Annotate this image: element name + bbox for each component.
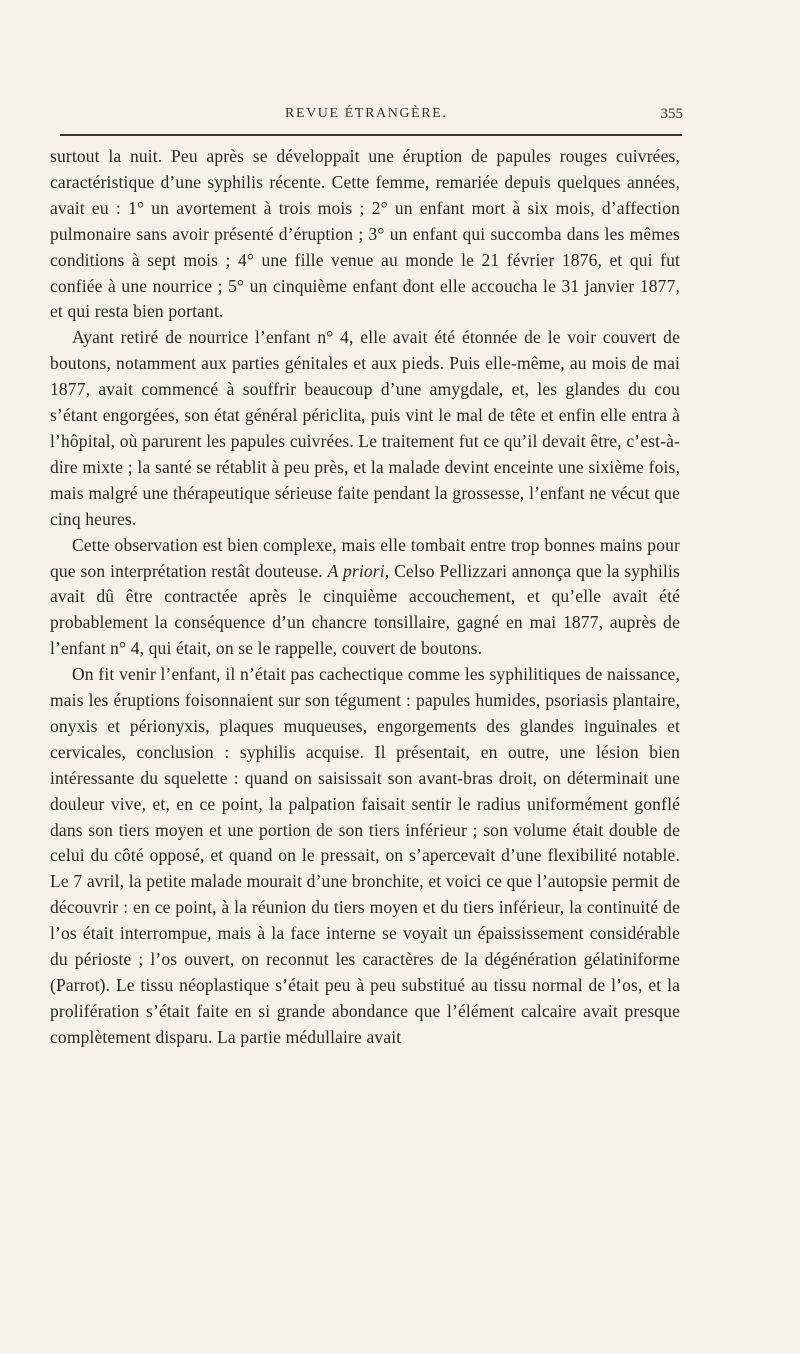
paragraph-3 [50,533,680,663]
paragraph-1: surtout la nuit. Peu après se développait une éruption de papules rouges cuivrées, caractéristique d’une syphilis récente. Cette femme, remariée depuis quelques années, avait eu : 1° un avortement à trois mois ; 2° un enfant mort à six mois, d’affection pulmonaire sans avoir présenté d’éruption ; 3° un enfant qui succomba dans les mêmes conditions à sept mois ; 4° une fille venue au monde le 21 février 1876, et qui fut confiée à une nourrice ; 5° un cinquième enfant dont elle accoucha le 31 janvier 1877, et qui resta bien portant. [50,146,680,322]
paragraph-4: On fit venir l’enfant, il n’était pas cachectique comme les syphilitiques de naissance, mais les éruptions foisonnaient sur son tégument : papules humides, psoriasis plantaire, onyxis et périonyxis, plaques muqueuses, engorgements des glandes inguinales et cervicales, conclusion : syphilis acquise. Il présentait, en outre, une lésion bien intéressante du squelette : quand on saisissait son avant-bras droit, on déterminait une douleur vive, et, en ce point, la palpation faisait sentir le radius uniformément gonflé dans son tiers moyen et une portion de son tiers inférieur ; son volume était double de celui du côté opposé, et quand on le pressait, on s’apercevait d’une flexibilité notable. Le 7 avril, la petite malade mourait d’une bronchite, et voici ce que l’autopsie permit de découvrir : en ce point, à la réunion du tiers moyen et du tiers inférieur, la continuité de l’os était interrompue, mais à la face interne se voyait un épaississement considérable du périoste ; l’os ouvert, on reconnut les caractères de la dégénération gélatiniforme (Parrot). Le tissu néoplastique s’était peu à peu substitué au tissu normal de l’os, et la prolifération s’était faite en si grande abondance que l’élément calcaire avait presque complètement disparu. La partie médullaire avait [50,664,680,1047]
paragraph-3-text-b: Celso Pellizzari annonça que la syphilis avait dû être contractée après le cinquième accouchement, et qu’elle avait été probablement la conséquence d’un chancre tonsillaire, gagné en mai 1877, auprès de l’enfant n° 4, qui était, on se le rappelle, couvert de boutons. [50,560,680,659]
running-head: REVUE ÉTRANGÈRE. [285,106,448,121]
paragraph-3-text-a: Cette observation est bien complexe, mais elle tombait entre trop bonnes mains pour que son interprétation restât douteuse. [50,534,680,581]
body-text [50,144,680,1051]
paragraph-3-italic: A priori, [327,560,390,581]
header-rule [60,134,682,136]
page-number: 355 [660,106,683,122]
paragraph-2: Ayant retiré de nourrice l’enfant n° 4, elle avait été étonnée de le voir couvert de boutons, notamment aux parties génitales et aux pieds. Puis elle-même, au mois de mai 1877, avait commencé à souffrir beaucoup d’une amygdale, et, les glandes du cou s’étant engorgées, son état général périclita, puis vint le mal de tête et enfin elle entra à l’hôpital, où parurent les papules cuivrées. Le traitement fut ce qu’il devait être, c’est-à-dire mixte ; la santé se rétablit à peu près, et la malade devint enceinte une sixième fois, mais malgré une thérapeutique sérieuse faite pendant la grossesse, l’enfant ne vécut que cinq heures. [50,327,680,529]
page-header [55,104,683,128]
